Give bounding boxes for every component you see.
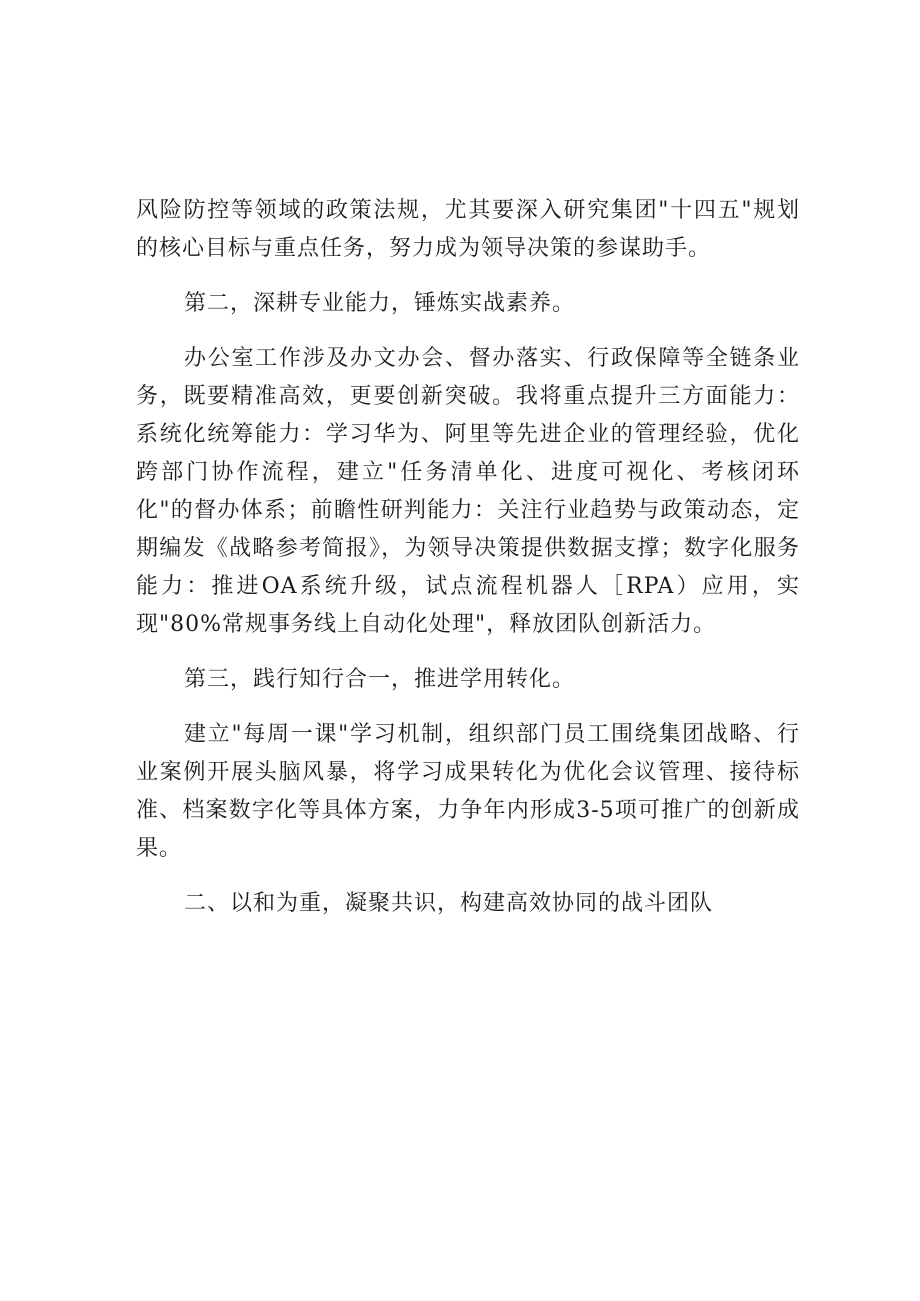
- paragraph-continued: 风险防控等领域的政策法规，尤其要深入研究集团"十四五"规划的核心目标与重点任务，努力成为领导决策的参谋助手。: [136, 198, 800, 261]
- paragraph-capabilities: 办公室工作涉及办文办会、督办落实、行政保障等全链条业务，既要精准高效，更要创新突破。我将重点提升三方面能力：系统化统筹能力：学习华为、阿里等先进企业的管理经验，优化跨部门协作流程，建立"任务清单化、进度可视化、考核闭环化"的督办体系；前瞻性研判能力：关注行业趋势与政策动态，定期编发《战略参考简报》，为领导决策提供数据支撑；数字化服务能力：推进OA系统升级，试点流程机器人［RPA）应用，实现"80%常规事务线上自动化处理"，释放团队创新活力。: [136, 346, 800, 637]
- subheading-third: 第三，践行知行合一，推进学用转化。: [184, 667, 576, 692]
- subheading-second: 第二，深耕专业能力，锤炼实战素养。: [184, 291, 576, 316]
- paragraph-learning-mechanism: 建立"每周一课"学习机制，组织部门员工围绕集团战略、行业案例开展头脑风暴，将学习成果转化为优化会议管理、接待标准、档案数字化等具体方案，力争年内形成3-5项可推广的创新成果。: [136, 722, 800, 861]
- section-heading-two: 二、以和为重，凝聚共识，构建高效协同的战斗团队: [184, 891, 714, 916]
- document-body: [136, 192, 800, 940]
